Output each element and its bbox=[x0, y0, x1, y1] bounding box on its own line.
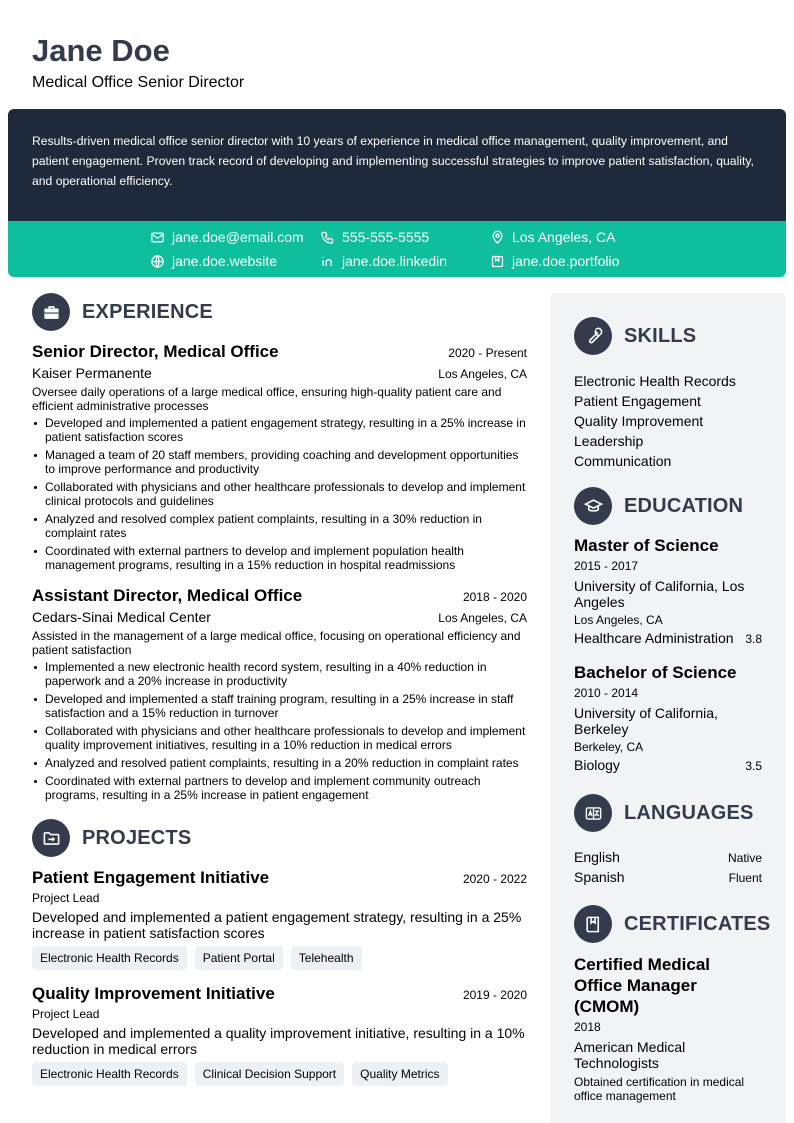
map-pin-icon bbox=[490, 230, 505, 245]
job-bullet: Collaborated with physicians and other healthcare professionals to develop and implement quality improvement initiatives, resulting in a 10% reduction in medical errors bbox=[32, 724, 527, 752]
resume-header bbox=[32, 32, 762, 92]
job-entry bbox=[32, 586, 527, 802]
job-bullet: Coordinated with external partners to develop and implement community outreach programs, resulting in a 25% increase in patient engagement bbox=[32, 774, 527, 802]
education-field: Biology bbox=[574, 757, 620, 773]
project-tag: Clinical Decision Support bbox=[195, 1062, 344, 1086]
language-name: English bbox=[574, 849, 620, 865]
contact-linkedin[interactable] bbox=[320, 251, 447, 271]
language-item bbox=[574, 867, 762, 887]
education-gpa: 3.5 bbox=[745, 759, 762, 773]
job-description: Oversee daily operations of a large medical office, ensuring high-quality patient care and efficient administrative processes bbox=[32, 385, 502, 413]
job-bullet: Implemented a new electronic health record system, resulting in a 40% reduction in paperwork and a 20% increase in productivity bbox=[32, 660, 527, 688]
candidate-name: Jane Doe bbox=[32, 33, 170, 68]
skills-list bbox=[574, 371, 762, 471]
job-dates: 2020 - Present bbox=[448, 346, 527, 360]
language-item bbox=[574, 847, 762, 867]
projects-heading: PROJECTS bbox=[82, 826, 192, 849]
job-bullet: Managed a team of 20 staff members, providing coaching and development opportunities to improve performance and productivity bbox=[32, 448, 527, 476]
projects-section-header bbox=[32, 819, 527, 857]
job-bullet: Analyzed and resolved complex patient complaints, resulting in a 30% reduction in complaint rates bbox=[32, 512, 527, 540]
education-entry bbox=[574, 536, 762, 648]
skill-item: Leadership bbox=[574, 433, 644, 449]
job-entry bbox=[32, 342, 527, 572]
job-title: Senior Director, Medical Office bbox=[32, 342, 279, 361]
certificate-issuer: American Medical Technologists bbox=[574, 1039, 686, 1071]
contact-location-text: Los Angeles, CA bbox=[512, 229, 616, 245]
job-bullets bbox=[32, 416, 527, 572]
job-description: Assisted in the management of a large medical office, focusing on operational efficiency and patient satisfaction bbox=[32, 629, 521, 657]
language-level: Native bbox=[727, 851, 762, 865]
sidebar bbox=[550, 293, 786, 1123]
mail-icon bbox=[150, 230, 165, 245]
job-bullet: Developed and implemented a staff training program, resulting in a 25% increase in staff satisfaction and a 15% reduction in turnover bbox=[32, 692, 527, 720]
candidate-title: Medical Office Senior Director bbox=[32, 74, 245, 91]
education-entry bbox=[574, 663, 762, 775]
education-dates: 2010 - 2014 bbox=[574, 686, 639, 700]
education-school: University of California, Berkeley bbox=[574, 705, 718, 737]
job-bullet: Coordinated with external partners to develop and implement population health management programs, resulting in a 15% reduction in hospital readmissions bbox=[32, 544, 527, 572]
education-school: University of California, Los Angeles bbox=[574, 578, 745, 610]
job-bullet: Collaborated with physicians and other healthcare professionals to develop and implement clinical protocols and guidelines bbox=[32, 480, 527, 508]
translate-icon bbox=[574, 794, 612, 832]
certificate-entry bbox=[574, 954, 762, 1103]
certificates-section-header bbox=[574, 905, 771, 943]
certificates-heading: CERTIFICATES bbox=[624, 912, 771, 935]
job-location: Los Angeles, CA bbox=[438, 367, 527, 381]
contact-phone[interactable] bbox=[320, 227, 429, 247]
job-bullet: Analyzed and resolved patient complaints, resulting in a 20% reduction in complaint rates bbox=[32, 756, 527, 770]
summary-banner bbox=[8, 109, 786, 277]
contact-bar bbox=[8, 221, 786, 277]
language-name: Spanish bbox=[574, 869, 625, 885]
contact-portfolio[interactable] bbox=[490, 251, 619, 271]
project-tags bbox=[32, 946, 527, 970]
contact-portfolio-text: jane.doe.portfolio bbox=[512, 253, 620, 269]
contact-location bbox=[490, 227, 616, 247]
certificate-name: Certified Medical Office Manager (CMOM) bbox=[574, 955, 711, 1016]
job-dates: 2018 - 2020 bbox=[462, 590, 527, 604]
graduation-cap-icon bbox=[574, 487, 612, 525]
project-title: Quality Improvement Initiative bbox=[32, 984, 275, 1003]
summary-text: Results-driven medical office senior director with 10 years of experience in medical office management, quality improvement, and patient engagement. Proven track record of developing and implementing successful strategies to improve patient satisfaction, quality, and operational efficiency. bbox=[8, 109, 786, 221]
language-level: Fluent bbox=[728, 871, 762, 885]
languages-heading: LANGUAGES bbox=[624, 801, 754, 824]
education-degree: Master of Science bbox=[574, 536, 719, 555]
job-bullets bbox=[32, 660, 527, 802]
globe-icon bbox=[150, 254, 165, 269]
education-field: Healthcare Administration bbox=[574, 630, 734, 646]
education-location: Los Angeles, CA bbox=[574, 613, 663, 627]
languages-section-header bbox=[574, 794, 762, 832]
skills-section-header bbox=[574, 317, 762, 355]
skill-item: Electronic Health Records bbox=[574, 373, 736, 389]
project-title: Patient Engagement Initiative bbox=[32, 868, 270, 887]
project-entry bbox=[32, 984, 527, 1086]
education-field-row bbox=[574, 628, 762, 648]
project-entry bbox=[32, 868, 527, 970]
main-column bbox=[32, 293, 527, 1086]
project-tag: Quality Metrics bbox=[352, 1062, 447, 1086]
contact-email[interactable] bbox=[150, 227, 304, 247]
folder-icon bbox=[32, 819, 70, 857]
job-title: Assistant Director, Medical Office bbox=[32, 586, 303, 605]
job-location: Los Angeles, CA bbox=[438, 611, 527, 625]
project-role: Project Lead bbox=[32, 891, 100, 905]
education-field-row bbox=[574, 755, 762, 775]
skills-heading: SKILLS bbox=[624, 324, 697, 347]
project-tag: Electronic Health Records bbox=[32, 1062, 187, 1086]
education-heading: EDUCATION bbox=[624, 494, 744, 517]
certificate-book-icon bbox=[574, 905, 612, 943]
project-tags bbox=[32, 1062, 527, 1086]
education-location: Berkeley, CA bbox=[574, 740, 644, 754]
project-dates: 2019 - 2020 bbox=[462, 988, 527, 1002]
skill-item: Quality Improvement bbox=[574, 413, 704, 429]
education-degree: Bachelor of Science bbox=[574, 663, 737, 682]
contact-phone-text: 555-555-5555 bbox=[342, 229, 430, 245]
skill-item: Patient Engagement bbox=[574, 393, 701, 409]
experience-heading: EXPERIENCE bbox=[82, 300, 213, 323]
experience-section-header bbox=[32, 293, 527, 331]
project-role: Project Lead bbox=[32, 1007, 100, 1021]
linkedin-icon bbox=[320, 254, 335, 269]
education-gpa: 3.8 bbox=[745, 632, 762, 646]
project-dates: 2020 - 2022 bbox=[462, 872, 527, 886]
contact-email-text: jane.doe@email.com bbox=[172, 229, 304, 245]
project-description: Developed and implemented a quality improvement initiative, resulting in a 10% reduction in medical errors bbox=[32, 1025, 525, 1057]
wrench-icon bbox=[574, 317, 612, 355]
phone-icon bbox=[320, 230, 335, 245]
contact-website-text: jane.doe.website bbox=[172, 253, 278, 269]
briefcase-icon bbox=[32, 293, 70, 331]
certificate-year: 2018 bbox=[574, 1020, 601, 1034]
project-tag: Electronic Health Records bbox=[32, 946, 187, 970]
education-dates: 2015 - 2017 bbox=[574, 559, 639, 573]
project-tag: Telehealth bbox=[291, 946, 362, 970]
job-company: Kaiser Permanente bbox=[32, 365, 152, 381]
education-section-header bbox=[574, 487, 762, 525]
contact-linkedin-text: jane.doe.linkedin bbox=[342, 253, 448, 269]
skill-item: Communication bbox=[574, 453, 672, 469]
job-company: Cedars-Sinai Medical Center bbox=[32, 609, 211, 625]
project-description: Developed and implemented a patient engagement strategy, resulting in a 25% increase in patient satisfaction scores bbox=[32, 909, 522, 941]
certificate-description: Obtained certification in medical office management bbox=[574, 1075, 745, 1103]
languages-list bbox=[574, 847, 762, 887]
job-bullet: Developed and implemented a patient engagement strategy, resulting in a 25% increase in patient satisfaction scores bbox=[32, 416, 527, 444]
contact-website[interactable] bbox=[150, 251, 277, 271]
portfolio-icon bbox=[490, 254, 505, 269]
project-tag: Patient Portal bbox=[195, 946, 283, 970]
